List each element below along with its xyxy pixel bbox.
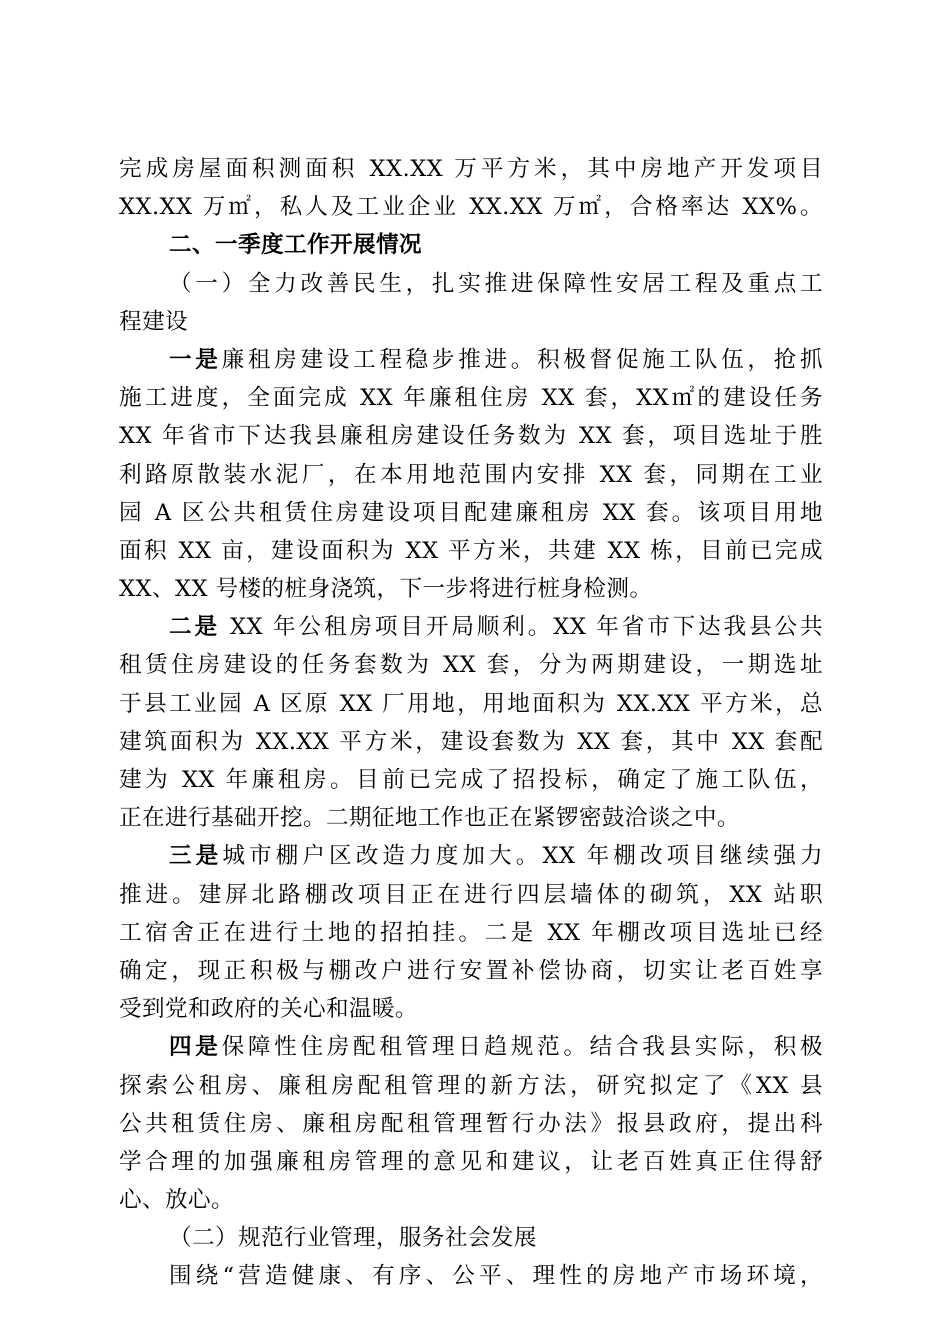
line-text: 面积 XX 亩，建设面积为 XX 平方米，共建 XX 栋，目前已完成 — [119, 537, 823, 564]
text-line — [119, 1257, 823, 1295]
text-line — [119, 494, 823, 532]
subsection-heading-text: 程建设 — [119, 308, 188, 335]
line-text: 工宿舍正在进行土地的招拍挂。二是 XX 年棚改项目选址已经 — [119, 919, 823, 946]
subsection-heading-text: （一）全力改善民生，扎实推进保障性安居工程及重点工 — [169, 270, 823, 297]
text-line — [119, 150, 823, 188]
text-line — [119, 761, 823, 799]
paragraph-lead: 三是 — [169, 843, 223, 870]
text-line — [119, 952, 823, 990]
text-line — [119, 990, 823, 1028]
line-text: 学合理的加强廉租房管理的意见和建议，让老百姓真正住得舒 — [119, 1148, 823, 1175]
line-text: 围绕“营造健康、有序、公平、理性的房地产市场环境， — [169, 1263, 823, 1290]
text-line — [119, 570, 823, 608]
line-text: 于县工业园 A 区原 XX 厂用地，用地面积为 XX.XX 平方米，总 — [119, 690, 823, 717]
subsection-heading — [119, 265, 823, 303]
subsection-heading-continued — [119, 303, 823, 341]
document-body — [119, 150, 823, 1296]
text-line — [119, 914, 823, 952]
line-text: XX 年公租房项目开局顺利。XX 年省市下达我县公共 — [219, 614, 823, 641]
line-text: 心、放心。 — [119, 1187, 234, 1214]
text-line — [119, 456, 823, 494]
subsection-heading — [119, 1219, 823, 1257]
text-line — [119, 1181, 823, 1219]
line-text: 园 A 区公共租赁住房建设项目配建廉租房 XX 套。该项目用地 — [119, 499, 823, 526]
line-text: 城市棚户区改造力度加大。XX 年棚改项目继续强力 — [222, 843, 823, 870]
paragraph-lead: 二是 — [169, 614, 220, 641]
line-text: 公共租赁住房、廉租房配租管理暂行办法》报县政府，提出科 — [119, 1110, 823, 1137]
line-text: 完成房屋面积测面积 XX.XX 万平方米，其中房地产开发项目 — [119, 156, 823, 182]
text-line — [119, 1105, 823, 1143]
section-heading-text: 二、一季度工作开展情况 — [169, 232, 422, 259]
section-heading — [119, 226, 823, 264]
text-line — [119, 417, 823, 455]
text-line — [119, 1143, 823, 1181]
text-line — [119, 723, 823, 761]
line-text: 推进。建屏北路棚改项目正在进行四层墙体的砌筑，XX 站职 — [119, 881, 823, 908]
line-text: 租赁住房建设的任务套数为 XX 套，分为两期建设，一期选址 — [119, 652, 823, 679]
paragraph-lead-line — [119, 837, 823, 875]
paragraph-lead-line — [119, 1028, 823, 1066]
text-line — [119, 799, 823, 837]
paragraph-lead: 四是 — [169, 1034, 222, 1061]
line-text: 保障性住房配租管理日趋规范。结合我县实际，积极 — [221, 1034, 823, 1061]
line-text: 建筑面积为 XX.XX 平方米，建设套数为 XX 套，其中 XX 套配 — [119, 728, 823, 755]
line-text: XX.XX 万㎡，私人及工业企业 XX.XX 万㎡，合格率达 XX%。 — [119, 194, 823, 221]
text-line — [119, 1067, 823, 1105]
text-line — [119, 646, 823, 684]
text-line — [119, 532, 823, 570]
text-line — [119, 188, 823, 226]
paragraph-lead: 一是 — [169, 346, 222, 373]
text-line — [119, 876, 823, 914]
line-text: 探索公租房、廉租房配租管理的新方法，研究拟定了《XX 县 — [119, 1072, 823, 1099]
line-text: 廉租房建设工程稳步推进。积极督促施工队伍，抢抓 — [221, 346, 823, 373]
line-text: 正在进行基础开挖。二期征地工作也正在紧锣密鼓洽谈之中。 — [119, 805, 740, 832]
line-text: 利路原散装水泥厂，在本用地范围内安排 XX 套，同期在工业 — [119, 461, 823, 488]
line-text: XX 年省市下达我县廉租房建设任务数为 XX 套，项目选址于胜 — [119, 423, 823, 450]
line-text: 建为 XX 年廉租房。目前已完成了招投标，确定了施工队伍， — [119, 767, 823, 793]
paragraph-lead-line — [119, 608, 823, 646]
line-text: 确定，现正积极与棚改户进行安置补偿协商，切实让老百姓享 — [119, 957, 823, 984]
paragraph-lead-line — [119, 341, 823, 379]
text-line — [119, 379, 823, 417]
text-line — [119, 685, 823, 723]
line-text: 受到党和政府的关心和温暖。 — [119, 996, 418, 1023]
subsection-heading-text: （二）规范行业管理，服务社会发展 — [169, 1225, 537, 1252]
line-text: XX、XX 号楼的桩身浇筑，下一步将进行桩身检测。 — [119, 576, 653, 603]
line-text: 施工进度，全面完成 XX 年廉租住房 XX 套，XX㎡的建设任务 — [119, 385, 823, 412]
